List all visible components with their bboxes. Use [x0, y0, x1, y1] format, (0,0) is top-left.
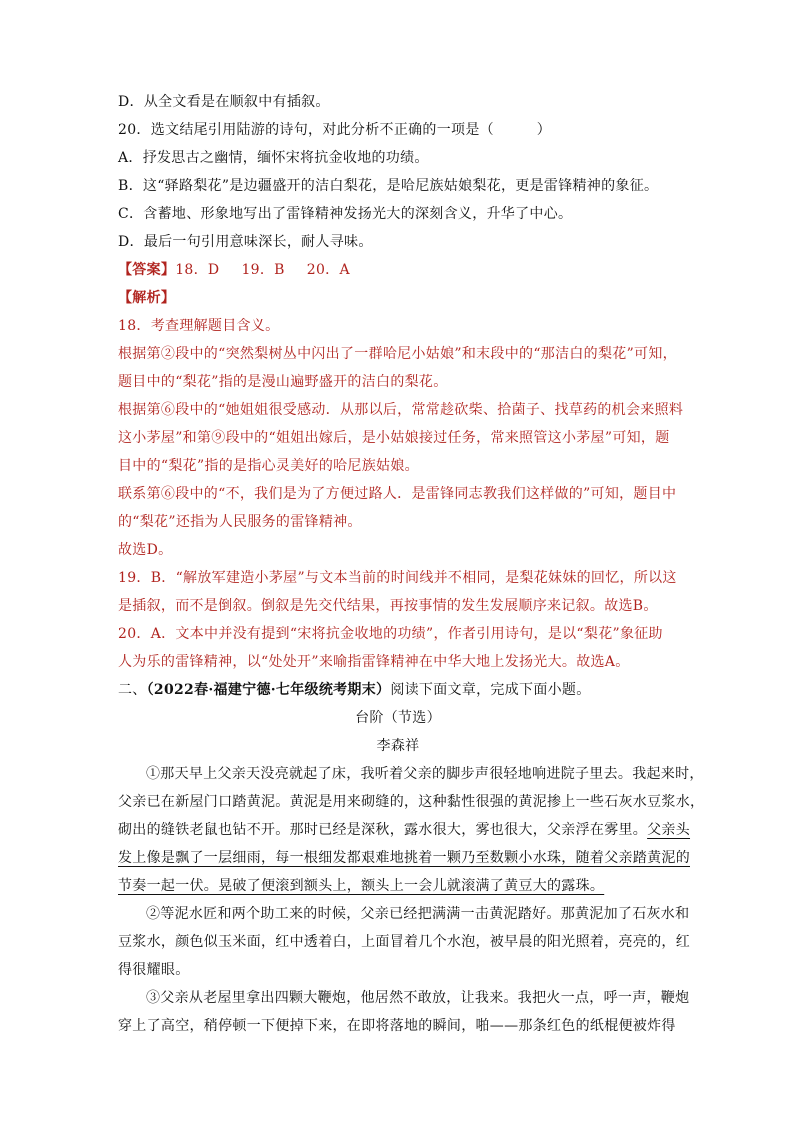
- analysis-18-p1-line1: [118, 340, 678, 368]
- article-author: 李森祥: [376, 738, 420, 754]
- analysis-19-line2: 是插叙，而不是倒叙。倒叙是先交代结果，再按事情的发生发展顺序来记叙。故选B。: [118, 598, 658, 614]
- document-page: [118, 88, 705, 1040]
- quote: “那洁白的梨花”: [533, 346, 635, 362]
- analysis-text: 可知，: [634, 346, 677, 362]
- section-source: （2022春·福建宁德·七年级统考期末）: [146, 682, 391, 698]
- analysis-text: 根据第②段中的: [118, 346, 219, 362]
- article-title: 台阶（节选）: [355, 710, 441, 726]
- analysis-18-p1-line2: 题目中的“梨花”指的是漫山遍野盛开的洁白的梨花。: [118, 374, 448, 390]
- q20-option-d: D．最后一句引用意味深长，耐人寻味。: [118, 234, 373, 250]
- quote: 这小茅屋”: [118, 430, 183, 446]
- analysis-20-line2: 人为乐的雷锋精神，以“处处开”来喻指雷锋精神在中华大地上发扬光大。故选A。: [118, 654, 630, 670]
- q20-stem: 20．选文结尾引用陆游的诗句，对此分析不正确的一项是（ ）: [118, 122, 552, 138]
- quote: “突然梨树丛中闪出了一群哈尼小姑娘”: [218, 346, 462, 362]
- analysis-18-p3-line1: [118, 480, 678, 508]
- paragraph-1-line4: 发上像是飘了一层细雨，每一根细发都艰难地挑着一颗乃至数颗小水珠，随着父亲踏黄泥的: [118, 850, 690, 866]
- paragraph-3-line2: 穿上了高空，稍停顿一下便掉下来，在即将落地的瞬间，啪——那条红色的纸棍便被炸得: [118, 1018, 676, 1034]
- analysis-18-p2-line1: [118, 396, 684, 424]
- answer-18: 18．D: [175, 262, 220, 278]
- underlined-text: 父亲头: [647, 822, 691, 838]
- analysis-label: 【解析】: [118, 290, 176, 306]
- paragraph-2-line3: 得很耀眼。: [118, 962, 190, 978]
- analysis-text: 根据第⑥段中的: [118, 402, 219, 418]
- section-instruction: 阅读下面文章，完成下面小题。: [390, 682, 591, 698]
- section-2-heading: [118, 676, 678, 704]
- analysis-19-line1: 19．B．“解放军建造小茅屋”与文本当前的时间线并不相同，是梨花妹妹的回忆，所以这: [118, 570, 677, 586]
- analysis-text: 可知，题: [612, 430, 670, 446]
- paragraph-2-line1: ②等泥水匠和两个助工来的时候，父亲已经把满满一击黄泥踏好。那黄泥加了石灰水和: [146, 906, 690, 922]
- q20-option-c: C．含蓄地、形象地写出了雷锋精神发扬光大的深刻含义，升华了中心。: [118, 206, 573, 222]
- answer-line: [118, 256, 678, 284]
- answer-19: 19．B: [241, 262, 285, 278]
- q20-option-b: B．这“驿路梨花”是边疆盛开的洁白梨花，是哈尼族姑娘梨花，更是雷锋精神的象征。: [118, 178, 659, 194]
- analysis-text: 可知，题目中: [590, 486, 677, 502]
- analysis-20-line1: 20．A．文本中并没有提到“宋将抗金收地的功绩”，作者引用诗句，是以“梨花”象征助: [118, 626, 663, 642]
- q19-option-d: D．从全文看是在顺叙中有插叙。: [118, 94, 330, 110]
- quote: “姐姐出嫁后，是小姑娘接过任务，常来照管这小茅屋”: [268, 430, 613, 446]
- q20-option-a: A．抒发思古之幽情，缅怀宋将抗金收地的功绩。: [118, 150, 429, 166]
- paragraph-1-line5: 节奏一起一伏。晃破了便滚到额头上，额头上一会儿就滚满了黄豆大的露珠。: [118, 878, 605, 894]
- paragraph-1-line3: [118, 816, 691, 844]
- answer-label: 【答案】: [118, 262, 176, 278]
- analysis-18-p2-line2: [118, 424, 678, 452]
- quote: “她姐姐很受感动．从那以后，常常趁砍柴、拾菌子、找草药的机会来照料: [218, 402, 684, 418]
- analysis-text: 联系第⑥段中的: [118, 486, 219, 502]
- paragraph-3-line1: ③父亲从老屋里拿出四颗大鞭炮，他居然不敢放，让我来。我把火一点，呼一声，鞭炮: [146, 990, 690, 1006]
- analysis-text: 和第⑨段中的: [182, 430, 269, 446]
- paragraph-1-line1: ①那天早上父亲天没亮就起了床，我听着父亲的脚步声很轻地响进院子里去。我起来时，: [146, 766, 704, 782]
- paragraph-1-line2: 父亲已在新屋门口踏黄泥。黄泥是用来砌缝的，这种黏性很强的黄泥掺上一些石灰水豆浆水，: [118, 794, 705, 810]
- analysis-18-p3-line2: 的“梨花”还指为人民服务的雷锋精神。: [118, 514, 362, 530]
- section-number: 二、: [118, 682, 147, 698]
- analysis-text: 和末段中的: [461, 346, 534, 362]
- analysis-18-title: 18．考查理解题目含义。: [118, 318, 280, 334]
- paragraph-2-line2: 豆浆水，颜色似玉米面，红中透着白，上面冒着几个水泡，被早晨的阳光照着，亮亮的，红: [118, 934, 690, 950]
- analysis-18-p2-line3: 目中的“梨花”指的是指心灵美好的哈尼族姑娘。: [118, 458, 419, 474]
- quote: “不，我们是为了方便过路人．是雷锋同志教我们这样做的”: [218, 486, 591, 502]
- paragraph-text: 砌出的缝铁老鼠也钻不开。那时已经是深秋，露水很大，雾也很大，父亲浮在雾里。: [118, 822, 648, 838]
- answer-20: 20．A: [306, 262, 350, 278]
- analysis-18-conclusion: 故选D。: [118, 542, 173, 558]
